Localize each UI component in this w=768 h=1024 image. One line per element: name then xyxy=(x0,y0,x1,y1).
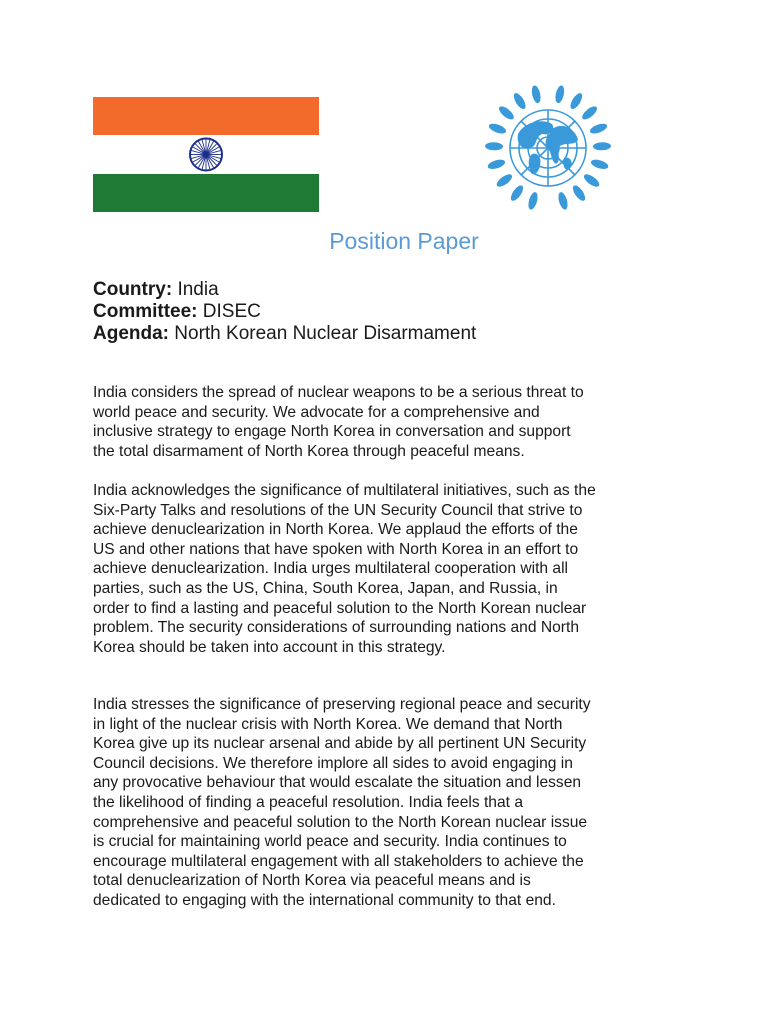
committee-value: DISEC xyxy=(202,301,261,322)
india-flag-image xyxy=(93,97,319,212)
paragraph-1: India considers the spread of nuclear weapons to be a serious threat to world peace and security. We advocate for a comprehensive and inclusive strategy to engage North Korea in conversation and support the total disarmament of North Korea through peaceful means. xyxy=(93,384,584,460)
country-value: India xyxy=(177,279,219,300)
agenda-field xyxy=(93,323,476,345)
flag-green-band xyxy=(93,174,319,212)
country-field xyxy=(93,279,476,301)
paragraph-3: India stresses the significance of preserving regional peace and security in light of the nuclear crisis with North Korea. We demand that North Korea give up its nuclear arsenal and abide by all pertinent UN Security Council decisions. We therefore implore all sides to avoid engaging in any provocative behaviour that would escalate the situation and lessen the likelihood of finding a peaceful resolution. India feels that a comprehensive and peaceful solution to the North Korean nuclear issue is crucial for maintaining world peace and security. India continues to encourage multilateral engagement with all stakeholders to achieve the total denuclearization of North Korea via peaceful means and is dedicated to engaging with the international community to that end. xyxy=(93,696,591,909)
committee-label: Committee: xyxy=(93,301,198,322)
paragraph-2: India acknowledges the significance of multilateral initiatives, such as the Six-Party Talks and resolutions of the UN Security Council that strive to achieve denuclearization in North Korea. We applaud the efforts of the US and other nations that have spoken with North Korea in an effort to achieve denuclearization. India urges multilateral cooperation with all parties, such as the US, China, South Korea, Japan, and Russia, in order to find a lasting and peaceful solution to the North Korean nuclear problem. The security considerations of surrounding nations and North Korea should be taken into account in this strategy. xyxy=(93,482,596,656)
ashoka-chakra-icon xyxy=(182,135,230,174)
flag-saffron-band xyxy=(93,97,319,135)
committee-field xyxy=(93,301,476,323)
un-emblem-icon xyxy=(450,84,646,214)
paper-details xyxy=(93,279,476,345)
agenda-value: North Korean Nuclear Disarmament xyxy=(174,323,477,344)
country-label: Country: xyxy=(93,279,173,300)
page-title: Position Paper xyxy=(329,228,479,254)
agenda-label: Agenda: xyxy=(93,323,169,344)
